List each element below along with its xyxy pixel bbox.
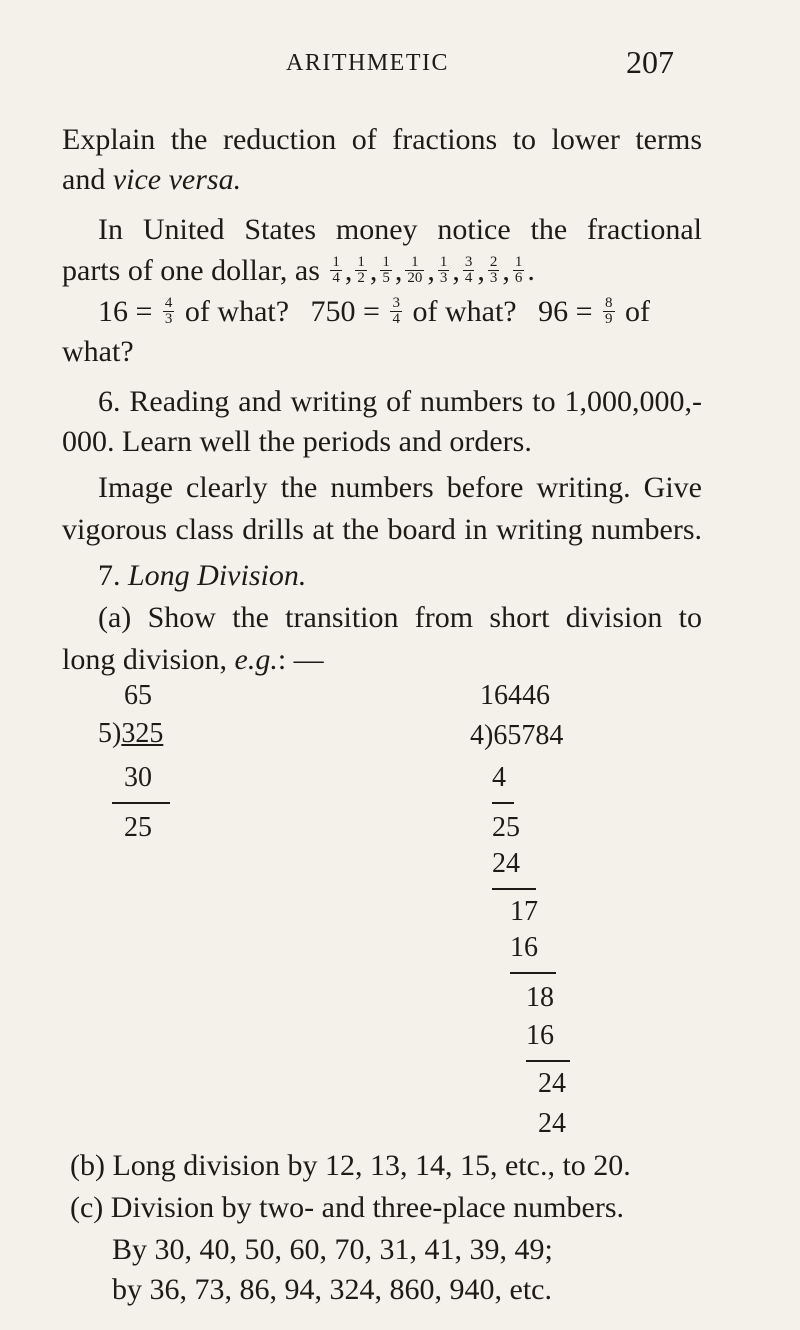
- section-7-heading: 7. Long Division.: [98, 559, 307, 592]
- dollar-fraction: $\frac{1}{2}$: [357, 253, 365, 286]
- step-8: 24: [538, 1068, 566, 1099]
- p1-line2: and vice versa.: [62, 163, 242, 196]
- p2-line1: In United States money notice the fractional: [98, 213, 702, 246]
- subsection-c: (c) Division by two- and three-place numbers.: [70, 1191, 624, 1224]
- long-division-quotient: 16446: [480, 680, 550, 711]
- short-division-product: 30: [124, 762, 152, 793]
- section-6-line2: 000. Learn well the periods and orders.: [62, 425, 532, 458]
- subsection-b: (b) Long division by 12, 13, 14, 15, etc., to 20.: [70, 1149, 631, 1182]
- fraction-questions-tail: what?: [62, 335, 134, 368]
- step-9: 24: [538, 1108, 566, 1139]
- short-division-remainder: 25: [124, 812, 152, 843]
- dollar-fraction: $\frac{1}{6}$: [514, 253, 523, 286]
- subsection-c-line2: By 30, 40, 50, 60, 70, 31, 41, 39, 49;: [112, 1233, 553, 1266]
- short-division-example: [98, 676, 238, 843]
- section-6-line1: 6. Reading and writing of numbers to 1,000,000,-: [98, 385, 702, 418]
- subsection-c-line3: by 36, 73, 86, 94, 324, 860, 940, etc.: [112, 1273, 552, 1306]
- section-6-line4: vigorous class drills at the board in writing numbers.: [62, 513, 702, 546]
- step-2: 25: [492, 812, 520, 843]
- dollar-fraction: $\frac{2}{3}$: [489, 253, 498, 286]
- page-number: 207: [626, 44, 674, 80]
- dollar-fraction-list: $\frac{1}{4}$ , $\frac{1}{2}$ , $\frac{1}{5}$ , $\frac{1}{20}$ , $\frac{1}{3}$ , $\frac{3}{4}$ , $\frac{2}{3}$ , $\frac{1}{6}$ .: [332, 253, 535, 287]
- short-division-dividend-row: 5)325: [98, 718, 164, 749]
- subsection-a-line1: (a) Show the transition from short division to: [98, 601, 702, 634]
- long-division-example: [470, 676, 670, 1139]
- dollar-fraction: $\frac{1}{3}$: [439, 253, 448, 286]
- step-3: 24: [492, 848, 520, 879]
- long-division-dividend-row: 4)65784: [470, 720, 564, 751]
- dollar-fraction: $\frac{3}{4}$: [464, 253, 473, 286]
- section-6-line3: Image clearly the numbers before writing. Give: [98, 471, 702, 504]
- step-7: 16: [526, 1020, 554, 1051]
- step-6: 18: [526, 982, 554, 1013]
- q1-fraction: $\frac{4}{3}$: [164, 294, 173, 327]
- page-header: [0, 44, 800, 88]
- fraction-questions: 16 = $\frac{4}{3}$ of what? 750 = $\frac{3}{4}$ of what? 96 = $\frac{8}{9}$ of: [98, 294, 651, 328]
- p2-line2: parts of one dollar, as $\frac{1}{4}$ , $\frac{1}{2}$ , $\frac{1}{5}$ , $\frac{1}{20}$ , $\frac{1}{3}$ , $\frac{3}{4}$ , $\frac{2}{3}$ , $\frac{1}{6}$ .: [62, 253, 535, 287]
- short-division-quotient: 65: [124, 680, 152, 711]
- step-1: 4: [492, 762, 506, 793]
- dollar-fraction: $\frac{1}{20}$: [407, 253, 423, 286]
- subsection-a-line2: long division, e.g.: —: [62, 643, 324, 676]
- running-head: ARITHMETIC: [286, 50, 449, 76]
- q2-fraction: $\frac{3}{4}$: [392, 294, 400, 327]
- p1-line1: Explain the reduction of fractions to lower terms: [62, 123, 702, 156]
- dollar-fraction: $\frac{1}{4}$: [332, 253, 340, 286]
- step-4: 17: [510, 896, 538, 927]
- q3-fraction: $\frac{8}{9}$: [605, 294, 613, 327]
- dollar-fraction: $\frac{1}{5}$: [382, 253, 390, 286]
- step-5: 16: [510, 932, 538, 963]
